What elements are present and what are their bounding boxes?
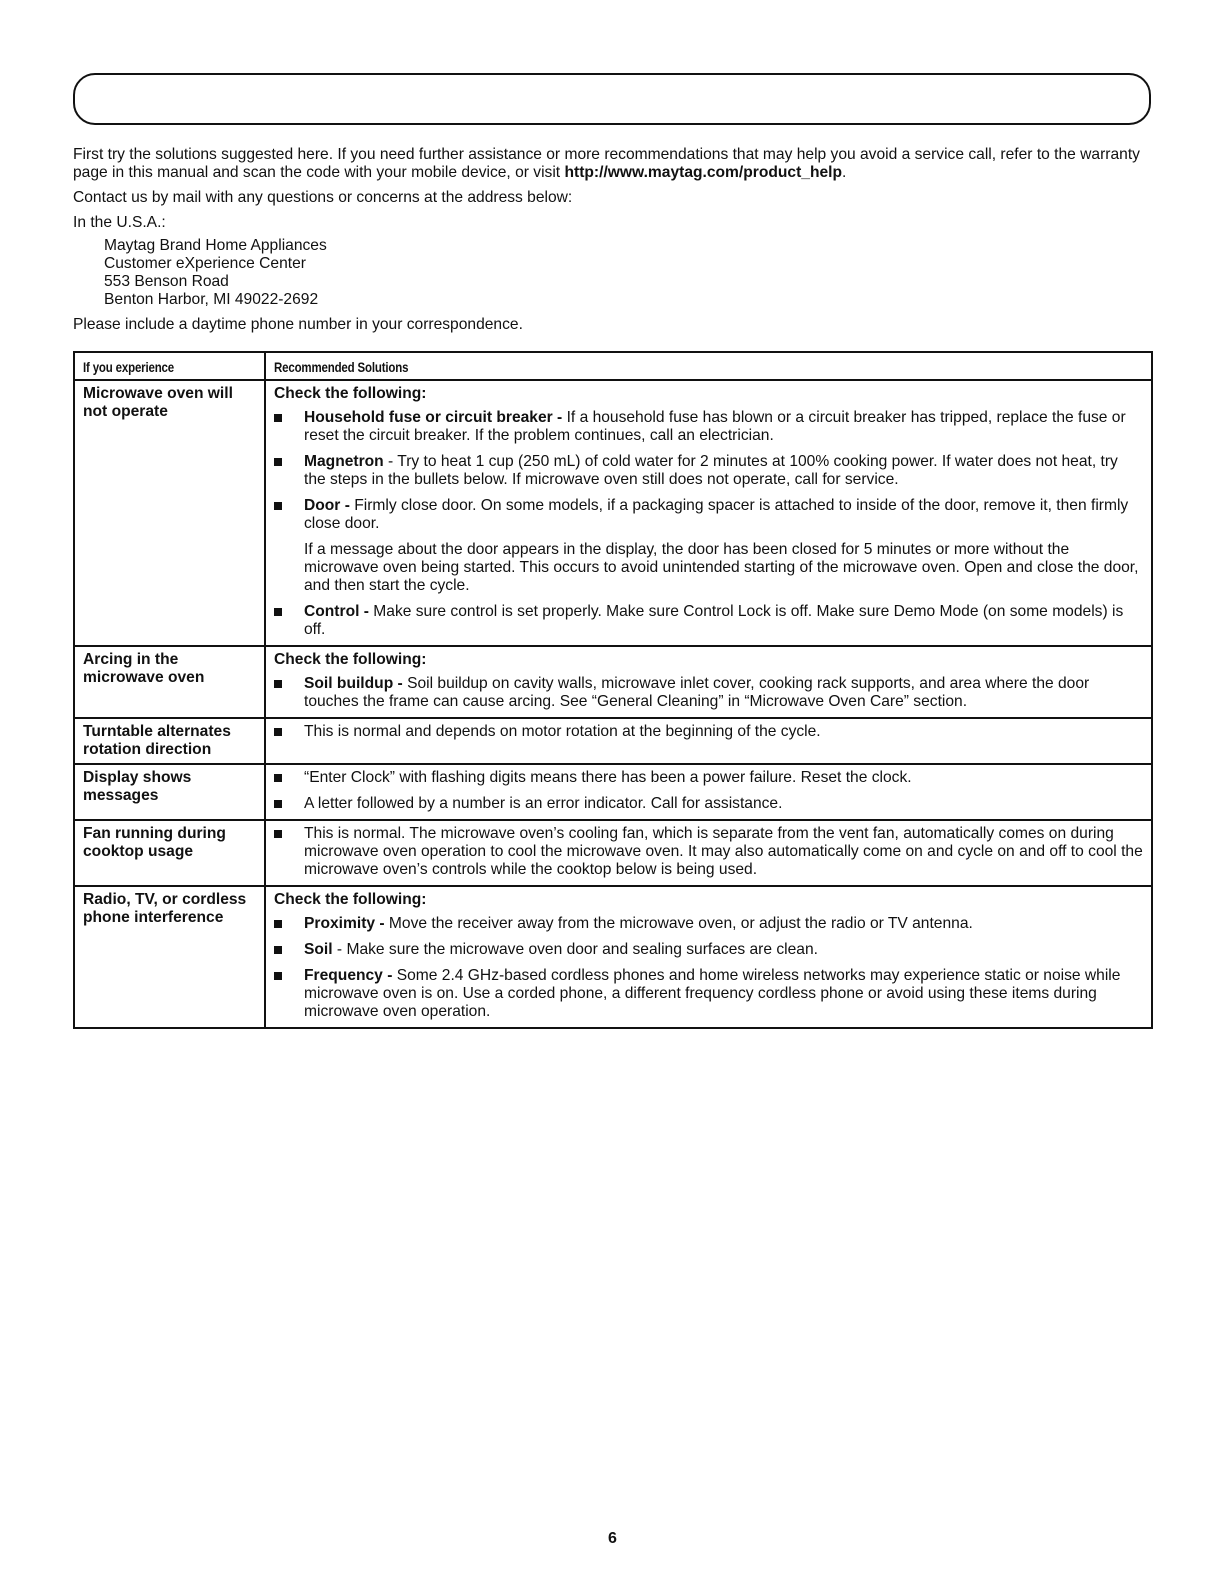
issue-cell: Radio, TV, or cordless phone interference [74, 886, 265, 1028]
square-bullet-icon [274, 946, 282, 954]
solution-list [274, 723, 1143, 741]
list-item [274, 453, 1143, 489]
solution-term: Proximity - [304, 915, 385, 932]
page-number: 6 [608, 1530, 617, 1547]
check-heading: Check the following: [274, 891, 427, 908]
list-item [274, 795, 1143, 813]
list-item [274, 967, 1143, 1021]
solution-term: Soil [304, 941, 333, 958]
square-bullet-icon [274, 608, 282, 616]
solution-text: A letter followed by a number is an error indicator. Call for assistance. [304, 795, 783, 812]
list-item [274, 409, 1143, 445]
list-item [274, 915, 1143, 933]
solution-text: Firmly close door. On some models, if a packaging spacer is attached to inside of the door, remove it, then firmly close door. [304, 497, 1129, 532]
square-bullet-icon [274, 502, 282, 510]
intro-text: First try the solutions suggested here. If you need further assistance or more recommendations that may help you avoid a service call, refer to the warranty page in this manual and scan the code with your mobile device, or visit [73, 146, 1140, 181]
solution-cell [265, 380, 1152, 646]
solution-cell [265, 718, 1152, 764]
list-item [274, 497, 1143, 595]
list-item [274, 675, 1143, 711]
solution-list [274, 675, 1143, 711]
solution-term: Frequency - [304, 967, 393, 984]
address-line: 553 Benson Road [104, 273, 229, 290]
solution-list [274, 915, 1143, 1021]
address-line: Maytag Brand Home Appliances [104, 237, 327, 254]
solution-term: Household fuse or circuit breaker - [304, 409, 563, 426]
list-item [274, 603, 1143, 639]
address-line: Benton Harbor, MI 49022-2692 [104, 291, 319, 308]
solution-term: Door - [304, 497, 350, 514]
intro-paragraph [73, 146, 1153, 182]
table-row [74, 820, 1152, 886]
solution-text: Soil buildup on cavity walls, microwave inlet cover, cooking rack supports, and area where the door touches the frame can cause arcing. See “General Cleaning” in “Microwave Oven Care” section. [304, 675, 1090, 710]
square-bullet-icon [274, 830, 282, 838]
solution-text: Some 2.4 GHz-based cordless phones and home wireless networks may experience static or noise while microwave oven is on. Use a corded phone, a different frequency cordless phone or avoid using these items during microwave oven operation. [304, 967, 1121, 1020]
square-bullet-icon [274, 414, 282, 422]
square-bullet-icon [274, 728, 282, 736]
table-row [74, 646, 1152, 718]
phone-note: Please include a daytime phone number in your correspondence. [73, 316, 523, 333]
solution-text: Move the receiver away from the microwave oven, or adjust the radio or TV antenna. [384, 915, 973, 932]
intro-section [73, 146, 1153, 334]
mailing-address [73, 237, 1153, 309]
table-row [74, 886, 1152, 1028]
table-body [74, 380, 1152, 1028]
column-header-solutions: Recommended Solutions [265, 352, 1152, 380]
solution-text: Make sure control is set properly. Make sure Control Lock is off. Make sure Demo Mode (on some models) is off. [304, 603, 1124, 638]
solution-list [274, 409, 1143, 639]
list-item [274, 769, 1143, 787]
list-item [274, 825, 1143, 879]
check-heading: Check the following: [274, 385, 427, 402]
solution-list [274, 825, 1143, 879]
country-label: In the U.S.A.: [73, 214, 166, 231]
issue-cell: Microwave oven will not operate [74, 380, 265, 646]
check-heading: Check the following: [274, 651, 427, 668]
issue-cell: Arcing in the microwave oven [74, 646, 265, 718]
contact-paragraph: Contact us by mail with any questions or concerns at the address below: [73, 189, 573, 206]
list-item [274, 723, 1143, 741]
solution-cell [265, 820, 1152, 886]
square-bullet-icon [274, 680, 282, 688]
table-row [74, 764, 1152, 820]
issue-cell: Turntable alternates rotation direction [74, 718, 265, 764]
solution-text: If a household fuse has blown or a circuit breaker has tripped, replace the fuse or reset the circuit breaker. If the problem continues, call an electrician. [304, 409, 1126, 444]
column-header-issue: If you experience [74, 352, 265, 380]
solution-term: Control - [304, 603, 369, 620]
solution-cell [265, 646, 1152, 718]
square-bullet-icon [274, 774, 282, 782]
intro-text-end: . [842, 164, 847, 181]
solution-cell [265, 764, 1152, 820]
issue-cell: Display shows messages [74, 764, 265, 820]
section-header-box [73, 73, 1151, 125]
troubleshooting-table [73, 351, 1153, 1029]
solution-text: “Enter Clock” with flashing digits means there has been a power failure. Reset the clock. [304, 769, 912, 786]
solution-note: If a message about the door appears in the display, the door has been closed for 5 minutes or more without the microwave oven being started. This occurs to avoid unintended starting of the microwave oven. Open and close the door, and then start the cycle. [304, 541, 1139, 594]
solution-term: Soil buildup - [304, 675, 403, 692]
address-line: Customer eXperience Center [104, 255, 306, 272]
square-bullet-icon [274, 800, 282, 808]
solution-cell [265, 886, 1152, 1028]
solution-text: - Make sure the microwave oven door and sealing surfaces are clean. [332, 941, 818, 958]
square-bullet-icon [274, 920, 282, 928]
solution-term: Magnetron [304, 453, 384, 470]
square-bullet-icon [274, 972, 282, 980]
help-link[interactable]: http://www.maytag.com/product_help [564, 164, 843, 181]
solution-text: This is normal. The microwave oven’s cooling fan, which is separate from the vent fan, automatically comes on during microwave oven operation to cool the microwave oven. It may also automatically come on and cycle on and off to cool the microwave oven’s controls while the cooktop below is being used. [304, 825, 1143, 878]
solution-list [274, 769, 1143, 813]
solution-text: - Try to heat 1 cup (250 mL) of cold water for 2 minutes at 100% cooking power. If water does not heat, try the steps in the bullets below. If microwave oven still does not operate, call for service. [304, 453, 1118, 488]
list-item [274, 941, 1143, 959]
table-row [74, 718, 1152, 764]
table-header-row [74, 352, 1152, 380]
solution-text: This is normal and depends on motor rotation at the beginning of the cycle. [304, 723, 821, 740]
table-row [74, 380, 1152, 646]
issue-cell: Fan running during cooktop usage [74, 820, 265, 886]
square-bullet-icon [274, 458, 282, 466]
